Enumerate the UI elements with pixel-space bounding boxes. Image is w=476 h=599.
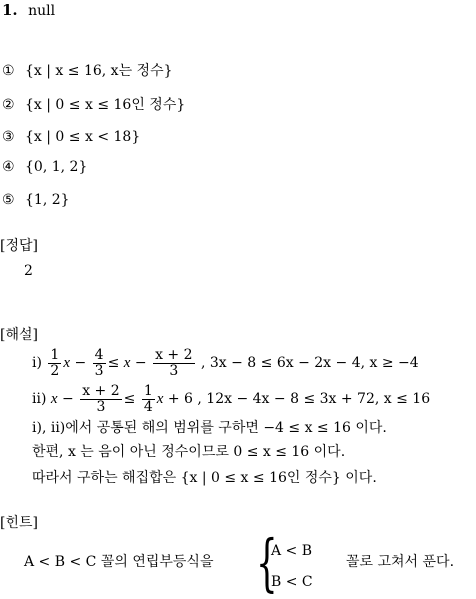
choice-1-text: {x | x ≤ 16, x는 정수} xyxy=(25,63,173,79)
explanation-line3: ⅰ), ⅱ)에서 공통된 해의 범위를 구하면 −4 ≤ x ≤ 16 이다. xyxy=(32,420,387,436)
step1-roman: ⅰ) xyxy=(32,355,42,371)
hint-lead: A < B < C 꼴의 연립부등식을 xyxy=(24,554,214,570)
step2-roman: ⅱ) xyxy=(32,391,47,407)
hint-upper: A < B xyxy=(271,543,313,559)
explanation-line4: 한편, x 는 음이 아닌 정수이므로 0 ≤ x ≤ 16 이다. xyxy=(32,444,346,460)
hint-lower: B < C xyxy=(271,574,313,590)
choice-5-text: {1, 2} xyxy=(25,192,70,208)
problem-header xyxy=(2,1,55,20)
choice-4 xyxy=(2,158,87,176)
explanation-step2: ⅱ) x − $\frac{x + 2}{3}$ ≤ $\frac{1}{4}$ x + 6 , 12x − 4x − 8 ≤ 3x + 72, x ≤ 16 xyxy=(32,382,431,415)
problem-number: 1. xyxy=(2,1,18,19)
step1-f2-num: 4 xyxy=(94,346,104,363)
choice-5 xyxy=(2,191,70,209)
step1-tail: , 3x − 8 ≤ 6x − 2x − 4, x ≥ −4 xyxy=(200,355,419,371)
choice-1-mark: ① xyxy=(2,63,15,79)
hint-tail: 꼴로 고쳐서 푼다. xyxy=(346,554,455,570)
step1-fraction-1 xyxy=(48,348,61,379)
choice-2 xyxy=(2,96,185,114)
step2-fraction-1 xyxy=(80,384,121,415)
step1-f3-den: 3 xyxy=(169,362,179,379)
step1-f1-den: 2 xyxy=(50,362,60,379)
step1-f1-num: 1 xyxy=(50,346,60,363)
step2-f1-den: 3 xyxy=(96,398,106,415)
explanation-line5: 따라서 구하는 해집합은 {x | 0 ≤ x ≤ 16인 정수} 이다. xyxy=(32,470,377,486)
choice-4-text: {0, 1, 2} xyxy=(25,159,88,175)
choice-2-text: {x | 0 ≤ x ≤ 16인 정수} xyxy=(25,97,186,113)
step1-f2-den: 3 xyxy=(94,362,104,379)
answer-value: 2 xyxy=(24,263,33,279)
hint-brace-icon: { xyxy=(256,526,278,599)
choice-1 xyxy=(2,62,173,80)
problem-text: null xyxy=(28,3,56,19)
explanation-step1: ⅰ) $\frac{1}{2}$ x − $\frac{4}{3}$ ≤ x − $\frac{x + 2}{3}$ , 3x − 8 ≤ 6x − 2x − 4, x ≥ −4 xyxy=(32,346,419,379)
choice-2-mark: ② xyxy=(2,97,15,113)
choice-3 xyxy=(2,128,140,146)
step1-fraction-3 xyxy=(153,348,194,379)
step2-f2-num: 1 xyxy=(143,382,153,399)
explanation-label: [해설] xyxy=(0,327,38,343)
choice-5-mark: ⑤ xyxy=(2,192,15,208)
step2-fraction-2 xyxy=(142,384,155,415)
step1-fraction-2 xyxy=(93,348,106,379)
answer-label: [정답] xyxy=(0,238,38,254)
hint-label: [힌트] xyxy=(0,515,38,531)
step2-f1-num: x + 2 xyxy=(82,382,120,399)
choice-4-mark: ④ xyxy=(2,159,15,175)
choice-3-text: {x | 0 ≤ x < 18} xyxy=(25,129,141,145)
step2-f2-den: 4 xyxy=(143,398,153,415)
step2-tail: , 12x − 4x − 8 ≤ 3x + 72, x ≤ 16 xyxy=(197,391,431,407)
step1-f3-num: x + 2 xyxy=(155,346,193,363)
choice-3-mark: ③ xyxy=(2,129,15,145)
